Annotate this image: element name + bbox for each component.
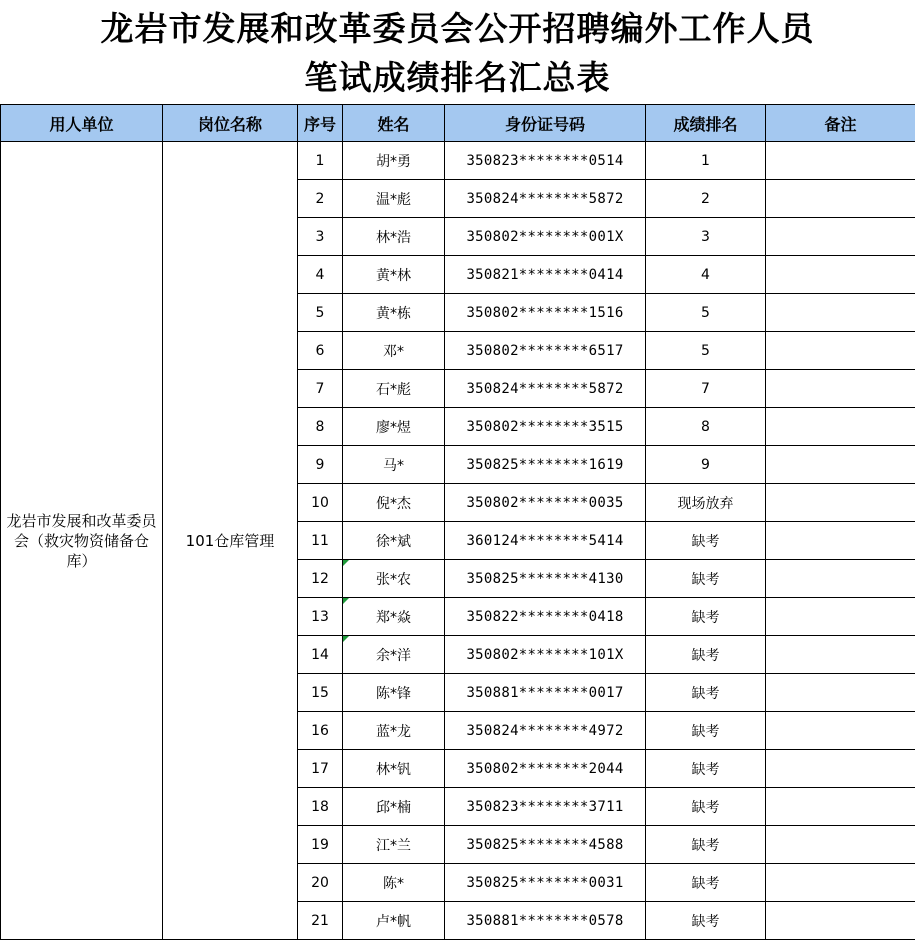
rank-cell: 5 [646, 332, 766, 370]
rank-cell: 缺考 [646, 712, 766, 750]
rank-cell: 7 [646, 370, 766, 408]
rank-cell: 缺考 [646, 598, 766, 636]
header-seq: 序号 [298, 105, 343, 142]
seq-cell: 1 [298, 142, 343, 180]
rank-cell: 缺考 [646, 826, 766, 864]
id-number-cell: 350825********4588 [445, 826, 646, 864]
name-cell: 邓* [343, 332, 445, 370]
id-number-cell: 350802********6517 [445, 332, 646, 370]
id-number-cell: 350802********2044 [445, 750, 646, 788]
note-cell [766, 446, 915, 484]
seq-cell: 13 [298, 598, 343, 636]
seq-cell: 6 [298, 332, 343, 370]
seq-cell: 9 [298, 446, 343, 484]
header-row [1, 105, 915, 142]
seq-cell: 7 [298, 370, 343, 408]
rank-cell: 3 [646, 218, 766, 256]
id-number-cell: 350824********4972 [445, 712, 646, 750]
rank-cell: 8 [646, 408, 766, 446]
header-unit: 用人单位 [1, 105, 163, 142]
name-cell: 郑*焱 [343, 598, 445, 636]
rank-cell: 缺考 [646, 750, 766, 788]
note-cell [766, 902, 915, 940]
header-rank: 成绩排名 [646, 105, 766, 142]
seq-cell: 8 [298, 408, 343, 446]
name-cell: 蓝*龙 [343, 712, 445, 750]
id-number-cell: 350802********101X [445, 636, 646, 674]
seq-cell: 16 [298, 712, 343, 750]
name-cell: 江*兰 [343, 826, 445, 864]
header-name: 姓名 [343, 105, 445, 142]
id-number-cell: 350802********001X [445, 218, 646, 256]
id-number-cell: 350823********3711 [445, 788, 646, 826]
note-cell [766, 484, 915, 522]
page-title-line2: 笔试成绩排名汇总表 [304, 58, 611, 97]
id-number-cell: 350822********0418 [445, 598, 646, 636]
seq-cell: 4 [298, 256, 343, 294]
rank-cell: 1 [646, 142, 766, 180]
note-cell [766, 180, 915, 218]
id-number-cell: 350802********1516 [445, 294, 646, 332]
rank-cell: 缺考 [646, 902, 766, 940]
name-cell: 陈* [343, 864, 445, 902]
rank-cell: 5 [646, 294, 766, 332]
id-number-cell: 350821********0414 [445, 256, 646, 294]
note-cell [766, 332, 915, 370]
name-cell: 温*彪 [343, 180, 445, 218]
note-cell [766, 636, 915, 674]
table-row [1, 142, 915, 180]
rank-cell: 9 [646, 446, 766, 484]
name-cell: 石*彪 [343, 370, 445, 408]
rank-cell: 缺考 [646, 864, 766, 902]
id-number-cell: 350824********5872 [445, 180, 646, 218]
id-number-cell: 360124********5414 [445, 522, 646, 560]
rank-cell: 缺考 [646, 788, 766, 826]
id-number-cell: 350823********0514 [445, 142, 646, 180]
note-cell [766, 712, 915, 750]
note-cell [766, 218, 915, 256]
id-number-cell: 350802********0035 [445, 484, 646, 522]
position-cell: 101仓库管理 [163, 142, 298, 940]
seq-cell: 5 [298, 294, 343, 332]
header-note: 备注 [766, 105, 915, 142]
seq-cell: 15 [298, 674, 343, 712]
name-cell: 徐*斌 [343, 522, 445, 560]
seq-cell: 18 [298, 788, 343, 826]
name-cell: 胡*勇 [343, 142, 445, 180]
seq-cell: 14 [298, 636, 343, 674]
seq-cell: 21 [298, 902, 343, 940]
results-table [0, 104, 915, 940]
name-cell: 马* [343, 446, 445, 484]
employer-cell: 龙岩市发展和改革委员会（救灾物资储备仓库） [1, 142, 163, 940]
name-cell: 林*浩 [343, 218, 445, 256]
note-cell [766, 674, 915, 712]
rank-cell: 现场放弃 [646, 484, 766, 522]
note-cell [766, 142, 915, 180]
rank-cell: 4 [646, 256, 766, 294]
id-number-cell: 350802********3515 [445, 408, 646, 446]
name-cell: 邱*楠 [343, 788, 445, 826]
rank-cell: 缺考 [646, 522, 766, 560]
id-number-cell: 350824********5872 [445, 370, 646, 408]
seq-cell: 3 [298, 218, 343, 256]
name-cell: 廖*煜 [343, 408, 445, 446]
note-cell [766, 522, 915, 560]
page-title-line1: 龙岩市发展和改革委员会公开招聘编外工作人员 [100, 9, 815, 48]
note-cell [766, 370, 915, 408]
note-cell [766, 408, 915, 446]
note-cell [766, 560, 915, 598]
rank-cell: 缺考 [646, 636, 766, 674]
name-cell: 余*洋 [343, 636, 445, 674]
name-cell: 陈*锋 [343, 674, 445, 712]
id-number-cell: 350825********4130 [445, 560, 646, 598]
note-cell [766, 864, 915, 902]
seq-cell: 19 [298, 826, 343, 864]
name-cell: 卢*帆 [343, 902, 445, 940]
note-cell [766, 598, 915, 636]
seq-cell: 20 [298, 864, 343, 902]
name-cell: 黄*栋 [343, 294, 445, 332]
note-cell [766, 826, 915, 864]
note-cell [766, 294, 915, 332]
id-number-cell: 350825********0031 [445, 864, 646, 902]
seq-cell: 11 [298, 522, 343, 560]
note-cell [766, 256, 915, 294]
seq-cell: 10 [298, 484, 343, 522]
id-number-cell: 350881********0017 [445, 674, 646, 712]
rank-cell: 缺考 [646, 674, 766, 712]
seq-cell: 12 [298, 560, 343, 598]
note-cell [766, 788, 915, 826]
rank-cell: 2 [646, 180, 766, 218]
header-id: 身份证号码 [445, 105, 646, 142]
name-cell: 倪*杰 [343, 484, 445, 522]
id-number-cell: 350825********1619 [445, 446, 646, 484]
table-body [1, 142, 915, 940]
header-post: 岗位名称 [163, 105, 298, 142]
rank-cell: 缺考 [646, 560, 766, 598]
name-cell: 林*钒 [343, 750, 445, 788]
name-cell: 张*农 [343, 560, 445, 598]
note-cell [766, 750, 915, 788]
id-number-cell: 350881********0578 [445, 902, 646, 940]
name-cell: 黄*林 [343, 256, 445, 294]
seq-cell: 2 [298, 180, 343, 218]
seq-cell: 17 [298, 750, 343, 788]
